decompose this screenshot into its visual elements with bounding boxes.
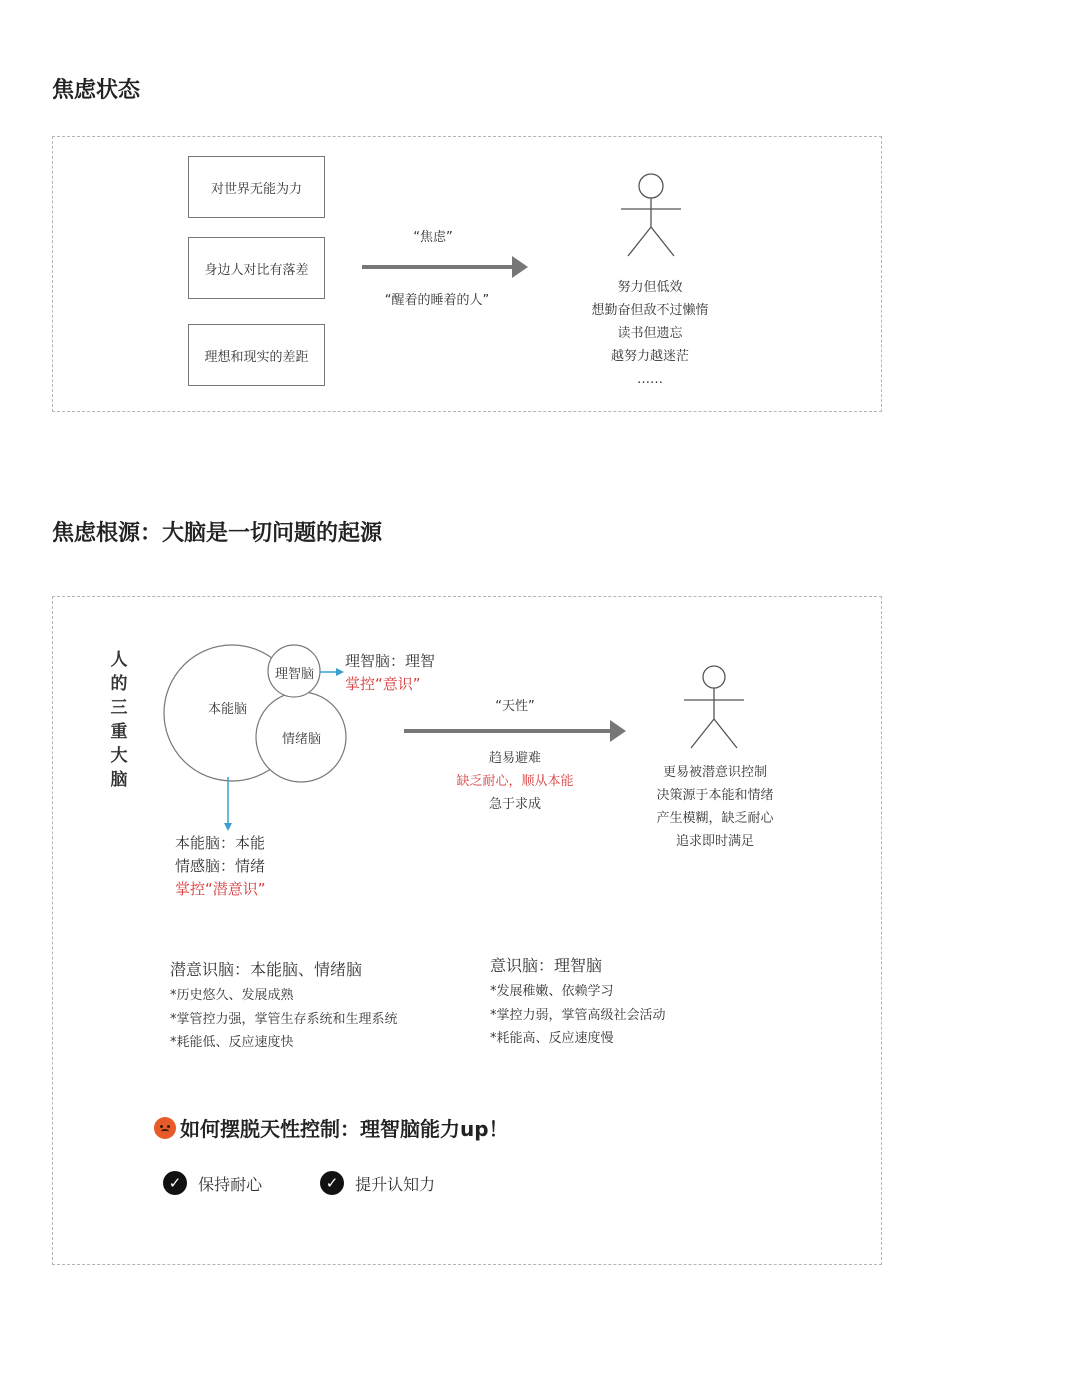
person1-line: 读书但遗忘 (617, 326, 683, 341)
stick-figure-icon (684, 666, 744, 748)
person1-line: …… (637, 372, 663, 387)
arrow2-description (435, 747, 595, 816)
lower-note-line1: 本能脑：本能 (175, 834, 266, 852)
subconscious-heading: 潜意识脑：本能脑、情绪脑 (170, 960, 363, 979)
check-label: 提升认知力 (355, 1174, 436, 1194)
angry-face-icon (154, 1117, 176, 1139)
vertical-char: 三 (110, 698, 128, 718)
conscious-item: *发展稚嫩、依赖学习 (490, 984, 614, 999)
arrow1-label-top: “焦虑” (413, 230, 453, 245)
check-circle-icon: ✓ (320, 1171, 344, 1195)
subconscious-item: *耗能低、反应速度快 (170, 1035, 294, 1050)
rational-note-line1: 理智脑：理智 (345, 652, 436, 670)
check-label: 保持耐心 (198, 1174, 263, 1194)
arrow1-label-bottom: “醒着的睡着的人” (384, 293, 490, 308)
arrow-right-icon (362, 256, 528, 278)
arrow2-line: 趋易避难 (488, 751, 541, 766)
subconscious-block (170, 957, 398, 1055)
conscious-item: *掌控力弱，掌管高级社会活动 (490, 1007, 666, 1023)
section1-title: 焦虑状态 (52, 78, 141, 103)
lower-note-line2: 情感脑：情绪 (175, 857, 266, 875)
lower-note-line3: 掌控“潜意识” (175, 880, 266, 898)
arrow-right-icon (320, 668, 344, 676)
section2-title: 焦虑根源：大脑是一切问题的起源 (52, 521, 383, 546)
conscious-heading: 意识脑：理智脑 (490, 956, 603, 975)
rational-brain-label: 理智脑 (275, 667, 315, 682)
check-circle-icon: ✓ (163, 1171, 187, 1195)
conscious-item: *耗能高、反应速度慢 (490, 1031, 614, 1046)
conscious-block (490, 953, 666, 1051)
escape-heading (154, 1113, 509, 1142)
vertical-char: 脑 (110, 770, 128, 790)
person2-line: 产生模糊，缺乏耐心 (656, 811, 774, 826)
cause-box-3: 理想和现实的差距 (188, 324, 325, 386)
vertical-char: 大 (110, 746, 128, 766)
person1-line: 想勤奋但敌不过懒惰 (591, 303, 709, 318)
cause-box-2: 身边人对比有落差 (188, 237, 325, 299)
instinct-brain-label: 本能脑 (208, 702, 248, 717)
person2-line: 决策源于本能和情绪 (656, 788, 774, 803)
vertical-char: 的 (110, 674, 128, 694)
person1-line: 努力但低效 (617, 280, 683, 295)
person2-line: 追求即时满足 (675, 834, 754, 849)
subconscious-item: *历史悠久、发展成熟 (170, 988, 294, 1003)
vertical-char: 人 (110, 650, 128, 670)
arrow-down-icon (224, 777, 232, 831)
cause-box-1: 对世界无能为力 (188, 156, 325, 218)
person2-line: 更易被潜意识控制 (662, 765, 767, 780)
arrow2-label-top: “天性” (495, 699, 535, 714)
check-item-1 (163, 1171, 262, 1195)
stick-figure-icon (621, 174, 681, 256)
rational-note-line2: 掌控“意识” (345, 675, 421, 693)
vertical-char: 重 (110, 722, 128, 742)
person1-line: 越努力越迷茫 (610, 349, 689, 364)
escape-title: 如何摆脱天性控制：理智脑能力up！ (180, 1117, 509, 1141)
person2-description (630, 761, 800, 853)
arrow2-line: 缺乏耐心，顺从本能 (456, 774, 574, 789)
check-item-2 (320, 1171, 435, 1195)
emotion-brain-label: 情绪脑 (282, 732, 322, 747)
subconscious-item: *掌管控力强，掌管生存系统和生理系统 (170, 1011, 398, 1027)
arrow2-line: 急于求成 (488, 797, 541, 812)
arrow-right-icon (404, 720, 626, 742)
